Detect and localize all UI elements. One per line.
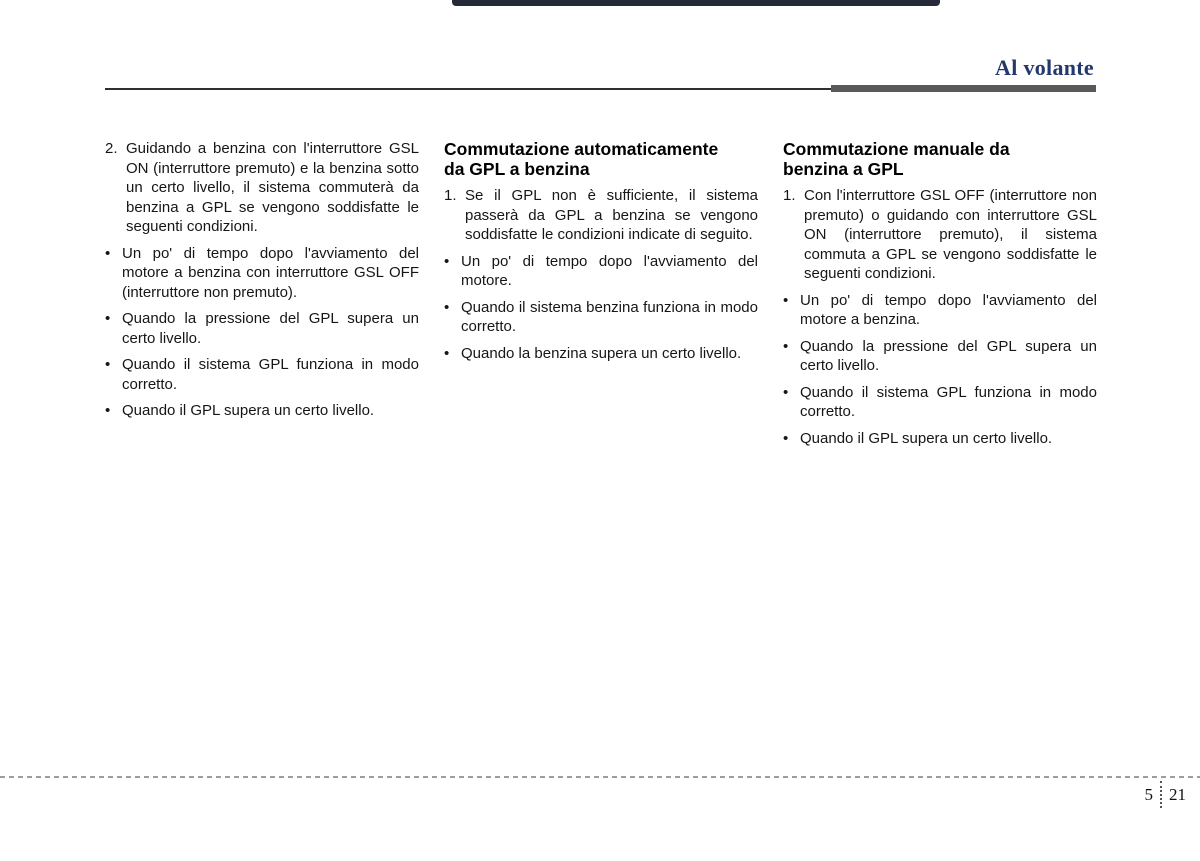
item-text: Guidando a benzina con l'interruttore GSL ON (interruttore premuto) e la benzina sotto un certo livello, il sistema commuterà da benzina a GPL se vengono soddisfatte le seguenti condizioni. [126, 140, 419, 235]
bullet-item [105, 401, 419, 421]
bullet-item [783, 291, 1097, 330]
bullet-marker: • [444, 298, 450, 316]
bullet-marker: • [444, 344, 450, 362]
page-number-separator [1160, 781, 1162, 808]
bullet-marker: • [783, 429, 789, 447]
bullet-item [105, 309, 419, 348]
column-heading [783, 139, 1097, 179]
item-text: Con l'interruttore GSL OFF (interruttore non premuto) o guidando con interruttore GSL ON (interruttore premuto), il sistema commuta a GPL se vengono soddisfatte le seguenti condizioni. [804, 187, 1097, 282]
header-rule-thin [105, 88, 835, 90]
header-rule [105, 85, 1096, 93]
numbered-item [783, 186, 1097, 284]
item-text: Quando il sistema benzina funziona in modo corretto. [461, 298, 758, 335]
column-3 [783, 139, 1097, 455]
bullet-marker: • [105, 310, 111, 327]
bullet-item [444, 252, 758, 291]
content-columns [105, 139, 1097, 455]
item-text: Quando il GPL supera un certo livello. [122, 402, 375, 419]
bullet-item [783, 383, 1097, 422]
item-text: Un po' di tempo dopo l'avviamento del motore a benzina. [800, 291, 1097, 328]
column-1 [105, 139, 419, 455]
bullet-marker: • [105, 244, 111, 262]
column-heading [444, 139, 758, 179]
item-marker: 2. [105, 140, 118, 157]
item-text: Quando il sistema GPL funziona in modo corretto. [800, 383, 1097, 420]
bullet-item [783, 429, 1097, 449]
item-text: Quando la benzina supera un certo livello. [461, 344, 742, 362]
item-text: Quando il GPL supera un certo livello. [800, 429, 1053, 447]
header-rule-thick [831, 85, 1096, 92]
numbered-item [105, 139, 419, 237]
column-heading-line: da GPL a benzina [444, 159, 590, 179]
bullet-item [444, 344, 758, 364]
item-text: Quando la pressione del GPL supera un certo livello. [800, 337, 1097, 374]
page-number [1145, 781, 1187, 808]
footer-dashed-line [0, 776, 1200, 778]
item-marker: 1. [783, 187, 796, 204]
scan-artifact-bar [452, 0, 940, 6]
bullet-marker: • [444, 252, 450, 270]
bullet-marker: • [783, 291, 789, 309]
item-text: Un po' di tempo dopo l'avviamento del motore. [461, 252, 758, 289]
bullet-item [444, 298, 758, 337]
column-2 [444, 139, 758, 455]
item-text: Se il GPL non è sufficiente, il sistema passerà da GPL a benzina se vengono soddisfatte le condizioni indicate di seguito. [465, 187, 758, 243]
column-heading-line: Commutazione manuale da [783, 139, 1010, 159]
bullet-item [783, 337, 1097, 376]
bullet-marker: • [105, 402, 111, 419]
bullet-item [105, 355, 419, 394]
bullet-marker: • [105, 356, 111, 373]
page-number-section: 5 [1144, 784, 1153, 804]
item-text: Quando la pressione del GPL supera un certo livello. [122, 310, 419, 347]
numbered-item [444, 186, 758, 245]
section-title: Al volante [995, 55, 1094, 80]
column-heading-line: benzina a GPL [783, 159, 904, 179]
item-text: Quando il sistema GPL funziona in modo corretto. [122, 356, 419, 393]
item-marker: 1. [444, 187, 457, 204]
bullet-item [105, 244, 419, 303]
bullet-marker: • [783, 337, 789, 355]
page-number-page: 21 [1169, 784, 1186, 804]
column-heading-line: Commutazione automaticamente [444, 139, 719, 159]
bullet-marker: • [783, 383, 789, 401]
item-text: Un po' di tempo dopo l'avviamento del motore a benzina con interruttore GSL OFF (interruttore non premuto). [122, 244, 419, 301]
